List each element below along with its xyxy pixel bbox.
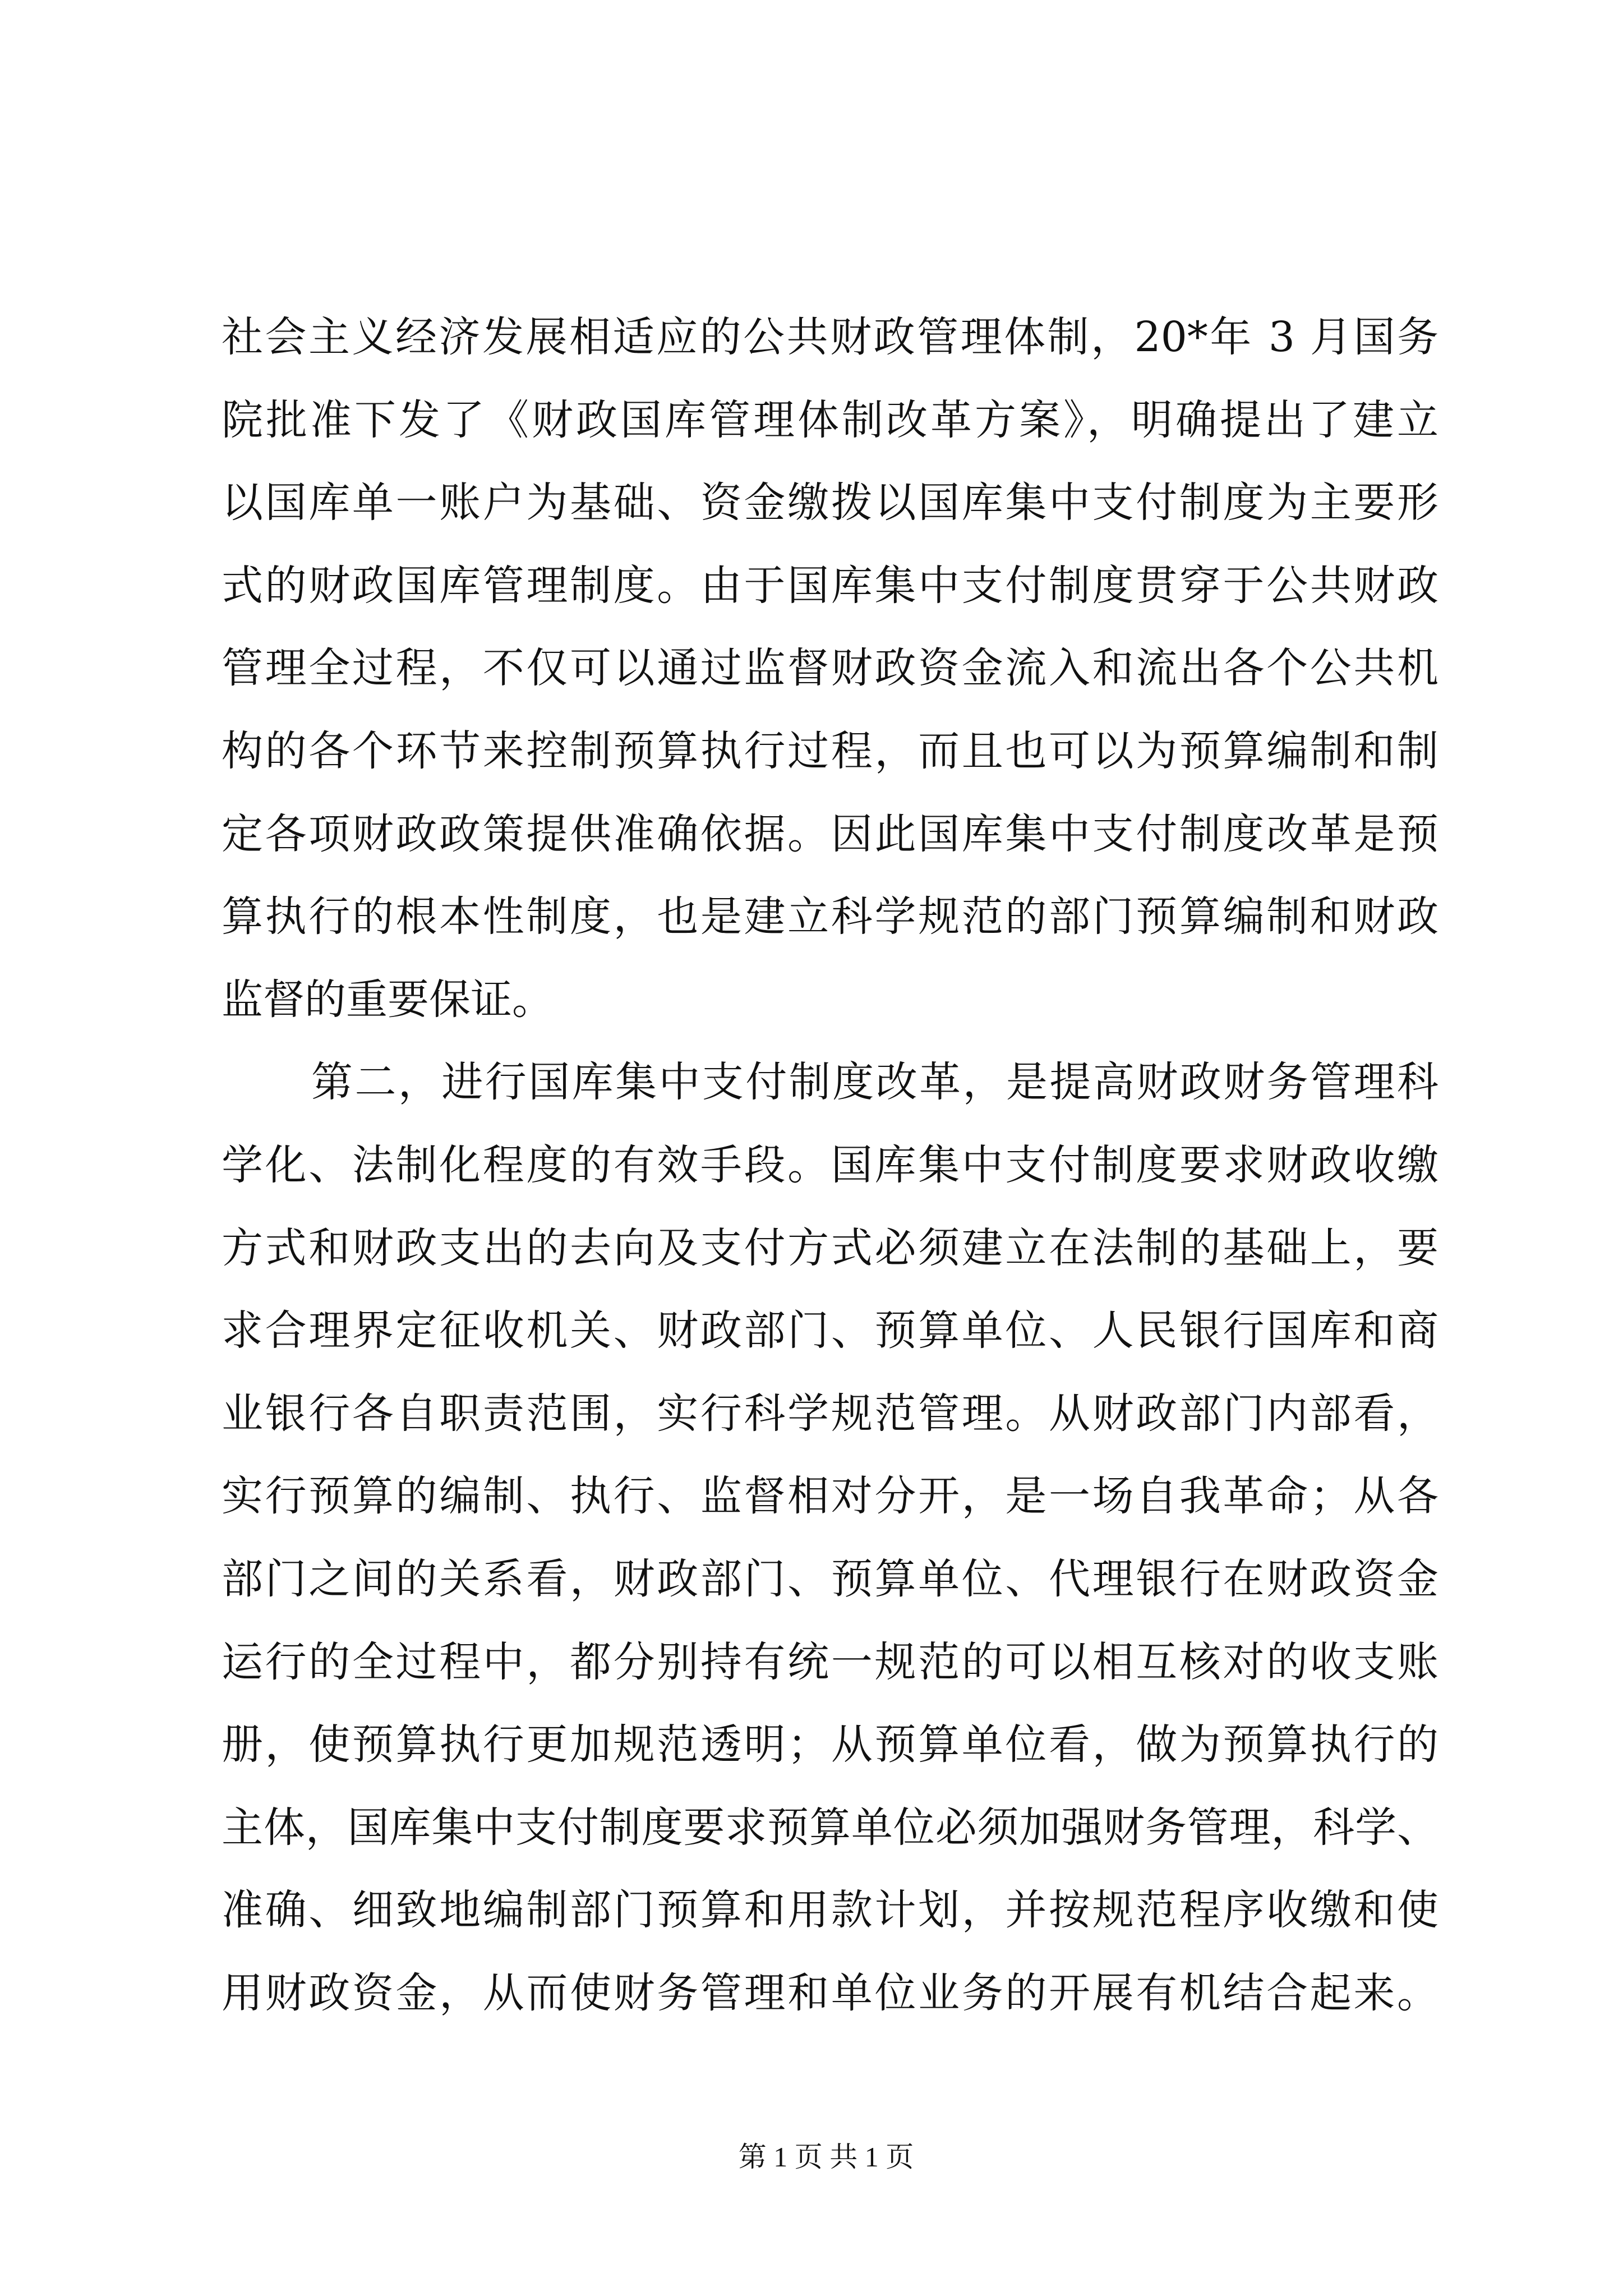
text-line: 业银行各自职责范围，实行科学规范管理。从财政部门内部看，: [222, 1389, 1438, 1438]
text-line: 部门之间的关系看，财政部门、预算单位、代理银行在财政资金: [222, 1554, 1438, 1603]
text-line: 管理全过程，不仅可以通过监督财政资金流入和流出各个公共机: [222, 644, 1438, 693]
text-line: 社会主义经济发展相适应的公共财政管理体制，20*年 3 月国务: [222, 313, 1438, 361]
text-line: 运行的全过程中，都分别持有统一规范的可以相互核对的收支账: [222, 1637, 1438, 1686]
text-line: 用财政资金，从而使财务管理和单位业务的开展有机结合起来。: [222, 1968, 1438, 2017]
text-line: 定各项财政政策提供准确依据。因此国库集中支付制度改革是预: [222, 809, 1438, 858]
text-line: 求合理界定征收机关、财政部门、预算单位、人民银行国库和商: [222, 1306, 1438, 1355]
paragraph: [222, 1041, 1438, 2035]
page-footer: 第 1 页 共 1 页: [738, 2141, 914, 2173]
text-line: 构的各个环节来控制预算执行过程，而且也可以为预算编制和制: [222, 726, 1438, 775]
text-line: 院批准下发了《财政国库管理体制改革方案》，明确提出了建立: [222, 395, 1438, 444]
text-line: 册，使预算执行更加规范透明；从预算单位看，做为预算执行的: [222, 1720, 1438, 1769]
text-line: 第二，进行国库集中支付制度改革，是提高财政财务管理科: [311, 1058, 1438, 1107]
text-line: 式的财政国库管理制度。由于国库集中支付制度贯穿于公共财政: [222, 561, 1438, 610]
paragraph: [222, 296, 1438, 1041]
text-line: 算执行的根本性制度，也是建立科学规范的部门预算编制和财政: [222, 892, 1438, 941]
text-line: 监督的重要保证。: [222, 975, 554, 1024]
text-line: 方式和财政支出的去向及支付方式必须建立在法制的基础上，要: [222, 1223, 1438, 1272]
text-line: 实行预算的编制、执行、监督相对分开，是一场自我革命；从各: [222, 1472, 1438, 1521]
text-line: 以国库单一账户为基础、资金缴拨以国库集中支付制度为主要形: [222, 478, 1438, 527]
text-line: 主体，国库集中支付制度要求预算单位必须加强财务管理，科学、: [222, 1803, 1438, 1852]
text-line: 准确、细致地编制部门预算和用款计划，并按规范程序收缴和使: [222, 1886, 1438, 1935]
text-line: 学化、法制化程度的有效手段。国库集中支付制度要求财政收缴: [222, 1140, 1438, 1189]
document-body: [222, 296, 1438, 2035]
